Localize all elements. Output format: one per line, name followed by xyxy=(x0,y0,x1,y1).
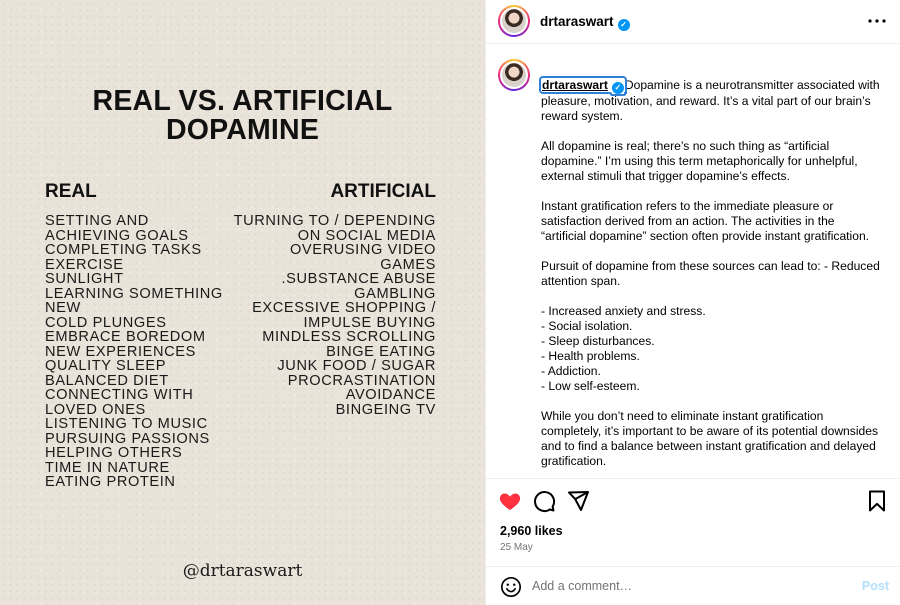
caption-paragraph: - Increased anxiety and stress. - Social isolation. - Sleep disturbances. - Health problems. - Addiction. - Low self-esteem. xyxy=(541,304,706,393)
post-date[interactable]: 25 May xyxy=(500,542,533,553)
list-item: EMBRACE BOREDOM xyxy=(45,329,206,345)
avatar[interactable] xyxy=(498,5,530,37)
caption-paragraph: All dopamine is real; there’s no such thing as “artificial dopamine.” I’m using this term metaphorically for unhelpful, external stimuli that trigger dopamine’s effects. xyxy=(541,139,858,183)
list-item: OVERUSING VIDEO xyxy=(289,242,436,258)
more-options-icon[interactable] xyxy=(867,12,887,33)
list-item: SUNLIGHT xyxy=(45,271,124,287)
list-item: JUNK FOOD / SUGAR xyxy=(277,358,436,374)
caption-area xyxy=(486,45,900,477)
artificial-heading: ARTIFICIAL xyxy=(330,181,436,202)
list-item: ACHIEVING GOALS xyxy=(45,227,189,244)
post-side-panel xyxy=(485,0,900,605)
caption-paragraph: While you don’t need to eliminate instant gratification completely, it’s important to be aware of its potential downsides and to find a balance between instant gratification and delayed gratification. xyxy=(541,409,879,468)
action-bar xyxy=(486,478,900,522)
emoji-icon[interactable] xyxy=(500,576,522,598)
list-item: BALANCED DIET xyxy=(45,372,169,389)
artificial-list xyxy=(226,214,436,417)
list-item: EXCESSIVE SHOPPING / xyxy=(252,300,436,316)
verified-badge-icon: ✓ xyxy=(612,82,624,94)
list-item: COMPLETING TASKS xyxy=(45,242,202,258)
list-item: MINDLESS SCROLLING xyxy=(262,329,436,345)
bookmark-icon[interactable] xyxy=(865,489,889,513)
likes-count[interactable]: 2,960 likes xyxy=(500,524,563,538)
comment-bar xyxy=(486,566,900,605)
list-item: EXERCISE xyxy=(45,256,124,273)
list-item: BINGEING TV xyxy=(335,401,436,418)
list-item: LEARNING SOMETHING xyxy=(45,285,223,302)
list-item: AVOIDANCE xyxy=(345,387,436,403)
comment-icon[interactable] xyxy=(532,489,556,513)
list-item: QUALITY SLEEP xyxy=(45,358,167,374)
image-title xyxy=(0,87,485,145)
list-item: CONNECTING WITH xyxy=(45,387,194,403)
caption-username[interactable]: drtaraswart ✓ xyxy=(541,78,625,92)
list-item: LOVED ONES xyxy=(45,401,146,418)
share-icon[interactable] xyxy=(566,489,590,513)
list-item: PROCRASTINATION xyxy=(287,372,436,389)
list-item: GAMES xyxy=(380,256,436,273)
list-item: EATING PROTEIN xyxy=(45,474,176,490)
list-item: SETTING AND xyxy=(45,213,149,229)
caption-paragraph: Instant gratification refers to the immediate pleasure or satisfaction derived from an action. The activities in the “artificial dopamine” section often provide instant gratification. xyxy=(541,199,870,243)
list-item: ON SOCIAL MEDIA xyxy=(297,227,436,244)
list-item: TURNING TO / DEPENDING xyxy=(233,213,436,229)
image-title-line2: DOPAMINE xyxy=(165,114,320,146)
list-item: BINGE EATING xyxy=(326,343,436,360)
caption-paragraph: Pursuit of dopamine from these sources can lead to: - Reduced attention span. xyxy=(541,259,880,288)
header-username[interactable]: drtaraswart ✓ xyxy=(540,14,630,31)
caption-paragraph: Dopamine is a neurotransmitter associated with pleasure, motivation, and reward. It’s a vital part of our brain’s reward system. xyxy=(541,78,880,123)
list-item: HELPING OTHERS xyxy=(45,445,183,461)
list-item: LISTENING TO MUSIC xyxy=(45,416,208,432)
list-item: GAMBLING xyxy=(354,285,436,302)
list-item: NEW EXPERIENCES xyxy=(45,343,196,360)
list-item: .SUBSTANCE ABUSE xyxy=(281,271,436,287)
real-list xyxy=(45,214,245,490)
list-item: PURSUING PASSIONS xyxy=(45,430,210,447)
image-title-line1: REAL VS. ARTIFICIAL xyxy=(92,85,393,117)
verified-badge-icon: ✓ xyxy=(618,19,630,31)
post-header xyxy=(486,0,900,44)
real-heading: REAL xyxy=(45,181,97,202)
list-item: NEW xyxy=(45,300,81,316)
caption-text xyxy=(541,63,881,469)
list-item: TIME IN NATURE xyxy=(45,459,170,476)
list-item: COLD PLUNGES xyxy=(45,314,167,331)
post-comment-button[interactable]: Post xyxy=(861,579,889,593)
list-item: IMPULSE BUYING xyxy=(303,314,436,331)
comment-input[interactable] xyxy=(532,575,832,597)
caption-avatar[interactable] xyxy=(498,59,530,91)
image-signature: @drtaraswart xyxy=(182,561,303,581)
heart-icon[interactable] xyxy=(498,489,522,513)
